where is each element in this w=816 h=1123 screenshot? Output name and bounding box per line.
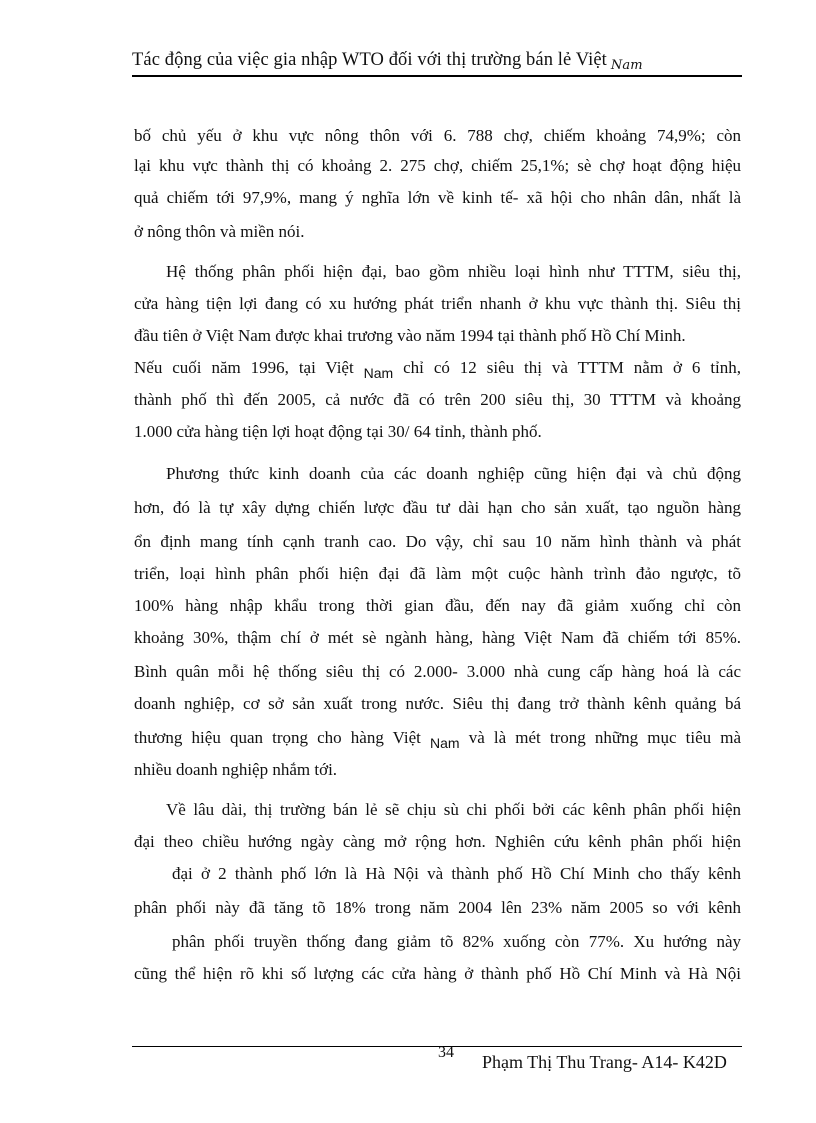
paragraph-line: Bình quân mỗi hệ thống siêu thị có 2.000- 3.000 nhà cung cấp hàng hoá là các bbox=[134, 662, 741, 681]
header-title: Tác động của việc gia nhập WTO đối với thị trường bán lẻ Việt bbox=[132, 50, 607, 70]
header-title-suffix: Nam bbox=[610, 58, 643, 73]
paragraph-line: lại khu vực thành thị có khoảng 2. 275 chợ, chiếm 25,1%; sè chợ hoạt động hiệu bbox=[134, 156, 741, 175]
paragraph-line: thành phố thì đến 2005, cả nước đã có trên 200 siêu thị, 30 TTTM và khoảng bbox=[134, 390, 741, 409]
paragraph-line: quả chiếm tới 97,9%, mang ý nghĩa lớn về kinh tế- xã hội cho nhân dân, nhất là bbox=[134, 188, 741, 207]
paragraph-line: cũng thể hiện rõ khi số lượng các cửa hàng ở thành phố Hồ Chí Minh và Hà Nội bbox=[134, 964, 741, 983]
paragraph-line: cửa hàng tiện lợi đang có xu hướng phát triển nhanh ở khu vực thành thị. Siêu thị bbox=[134, 294, 741, 313]
paragraph-line: hơn, đó là tự xây dựng chiến lược đầu tư dài hạn cho sản xuất, tạo nguồn hàng bbox=[134, 498, 741, 517]
page-number: 34 bbox=[438, 1044, 454, 1061]
paragraph-line: triển, loại hình phân phối hiện đại đã làm một cuộc hành trình đảo ngược, tõ bbox=[134, 564, 741, 583]
header-rule bbox=[132, 75, 742, 77]
paragraph-line: phân phối truyền thống đang giảm tõ 82% xuống còn 77%. Xu hướng này bbox=[172, 932, 741, 951]
footer-rule bbox=[132, 1046, 742, 1047]
paragraph-line: đại theo chiều hướng ngày càng mở rộng hơn. Nghiên cứu kênh phân phối hiện bbox=[134, 832, 741, 851]
paragraph-line: doanh nghiệp, cơ sở sản xuất trong nước. Siêu thị đang trở thành kênh quảng bá bbox=[134, 694, 741, 713]
paragraph-line: ở nông thôn và miền nói. bbox=[134, 222, 305, 241]
paragraph-line: đại ở 2 thành phố lớn là Hà Nội và thành phố Hồ Chí Minh cho thấy kênh bbox=[172, 864, 741, 883]
paragraph-line: 1.000 cửa hàng tiện lợi hoạt động tại 30/ 64 tỉnh, thành phố. bbox=[134, 422, 542, 441]
paragraph-line: Phương thức kinh doanh của các doanh nghiệp cũng hiện đại và chủ động bbox=[166, 464, 741, 483]
paragraph-line: Về lâu dài, thị trường bán lẻ sẽ chịu sù chi phối bởi các kênh phân phối hiện bbox=[166, 800, 741, 819]
paragraph-line: ổn định mang tính cạnh tranh cao. Do vậy, chỉ sau 10 năm hình thành và phát bbox=[134, 532, 741, 551]
paragraph-line: khoảng 30%, thậm chí ở mét sè ngành hàng, hàng Việt Nam đã chiếm tới 85%. bbox=[134, 628, 741, 647]
paragraph-line: Nếu cuối năm 1996, tại Việt $_{Nam}$ chỉ có 12 siêu thị và TTTM nằm ở 6 tỉnh, bbox=[134, 358, 742, 381]
paragraph-line: nhiều doanh nghiệp nhắm tới. bbox=[134, 760, 338, 779]
paragraph-line: thương hiệu quan trọng cho hàng Việt $_{Nam}$ và là mét trong những mục tiêu mà bbox=[134, 728, 742, 751]
paragraph-line: phân phối này đã tăng tõ 18% trong năm 2004 lên 23% năm 2005 so với kênh bbox=[134, 898, 741, 917]
running-header bbox=[132, 50, 742, 76]
paragraph-line: Hệ thống phân phối hiện đại, bao gồm nhiều loại hình như TTTM, siêu thị, bbox=[166, 262, 741, 281]
author-footer: Phạm Thị Thu Trang- A14- K42D bbox=[482, 1052, 727, 1072]
paragraph-line: 100% hàng nhập khẩu trong thời gian đầu, đến nay đã giảm xuống chỉ còn bbox=[134, 596, 741, 615]
paragraph-line: bố chủ yếu ở khu vực nông thôn với 6. 788 chợ, chiếm khoảng 74,9%; còn bbox=[134, 126, 741, 145]
paragraph-line: đầu tiên ở Việt Nam được khai trương vào năm 1994 tại thành phố Hồ Chí Minh. bbox=[134, 326, 686, 345]
